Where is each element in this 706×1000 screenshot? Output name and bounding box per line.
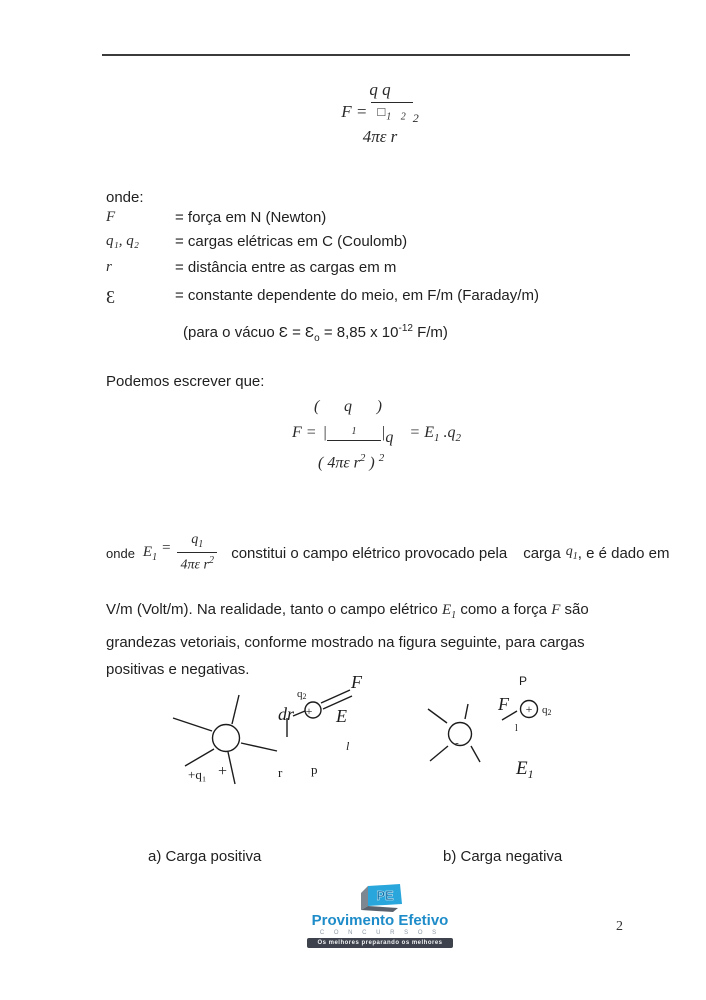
vacuum-note-pre: (para o vácuo Ɛ = Ɛ <box>183 324 315 341</box>
vm-E1 <box>441 602 457 621</box>
force-vector-label: F <box>498 694 509 714</box>
definition-row <box>106 287 539 308</box>
formula1-sub2: 2 <box>400 111 407 123</box>
l-label: l <box>515 723 518 734</box>
plus-in-circle: + <box>525 702 533 716</box>
negative-charge-figure <box>428 701 538 763</box>
formula2-bottom-row <box>318 452 384 472</box>
e1-fraction-denominator <box>177 553 217 574</box>
bottom-sup: 2 <box>359 452 366 464</box>
rhs-dot: .q <box>439 424 456 441</box>
footer-logo <box>290 882 470 948</box>
e1-den-exp: 2 <box>208 555 214 567</box>
vm-E-base: E <box>441 602 452 618</box>
definition-symbol-epsilon: Ɛ <box>106 287 116 307</box>
q2-label: q2 <box>542 704 552 717</box>
bottom-open: ( 4πε r <box>318 454 360 472</box>
e1-text: constitui o campo elétrico provocado pela <box>231 544 508 562</box>
rhs-sub2: 2 <box>455 432 461 445</box>
caption-positive: a) Carga positiva <box>148 848 262 865</box>
definition-text: = cargas elétricas em C (Coulomb) <box>175 233 408 250</box>
e1-symbol <box>143 544 157 563</box>
vacuum-note-sub: o <box>314 333 320 344</box>
e1-q-base: q <box>565 544 573 560</box>
force-vector-label: F <box>351 672 362 692</box>
l-label: l <box>346 739 350 753</box>
formula2-fraction-bar: 1 <box>327 426 381 441</box>
definition-row <box>106 233 407 250</box>
bar-right: | <box>380 424 386 441</box>
plus-sign: + <box>218 763 228 780</box>
logo-tagline-banner: Os melhores preparando os melhores <box>307 938 452 948</box>
coulomb-force-formula <box>300 80 460 147</box>
formula1-middle <box>300 102 460 126</box>
field-vector-label: E <box>336 706 347 726</box>
formula1-fraction-bar <box>371 102 412 123</box>
E1-vector-label: $E_1$ <box>516 758 534 781</box>
vm-text: V/m (Volt/m). Na realidade, tanto o campo elétrico <box>106 601 442 618</box>
logo-name: Provimento Efetivo <box>311 912 449 929</box>
formula1-numerator: q q <box>369 80 391 99</box>
vm-E-sub: 1 <box>451 610 457 621</box>
e1-num-sub: 1 <box>198 539 204 551</box>
e1-base: E <box>142 543 153 560</box>
vacuum-note-exp: -12 <box>398 323 413 334</box>
rhs-sub1: 1 <box>433 432 440 445</box>
definition-text: = distância entre as cargas em m <box>175 259 397 276</box>
e1-onde: onde <box>106 545 135 561</box>
page-number: 2 <box>616 919 623 934</box>
caption-negative: b) Carga negativa <box>443 848 563 865</box>
e1-text-end: , e é dado em <box>577 544 670 562</box>
formula2-lhs: F = <box>292 424 317 441</box>
paren-open: ( <box>314 398 320 415</box>
e1-fraction <box>177 532 217 573</box>
field-formula <box>292 398 622 490</box>
rhs-eq: = E <box>409 424 434 441</box>
vacuum-note <box>183 323 448 344</box>
r-label: r <box>278 765 283 780</box>
definition-symbol: F <box>106 209 116 225</box>
write-intro: Podemos escrever que: <box>106 373 265 390</box>
e1-definition-line <box>106 524 670 582</box>
e1-equals: = <box>161 539 172 556</box>
definition-row <box>106 209 326 226</box>
missing-glyph-box: □ <box>377 104 387 119</box>
bar-left: | <box>322 424 327 441</box>
formula2-rhs <box>409 424 461 444</box>
e1-q1 <box>566 544 578 562</box>
e1-num-base: q <box>191 532 199 548</box>
definition-text: = constante dependente do meio, em F/m (Faraday/m) <box>175 287 539 304</box>
definition-row <box>106 259 396 276</box>
vacuum-note-post: F/m) <box>412 324 448 341</box>
formula1-denominator: 4πε r <box>362 127 398 146</box>
P-point-label: P <box>519 674 528 688</box>
e1-fraction-numerator <box>177 532 217 553</box>
minus-in-circle: - <box>455 737 459 749</box>
e1-den-base: 4πε r <box>180 557 209 573</box>
definition-symbol: r <box>106 259 112 275</box>
plus-in-circle: + <box>305 704 313 718</box>
q2-label: q2 <box>297 688 307 701</box>
vm-text: são grandezas vetoriais, conforme mostrado na figura seguinte, para cargas positivas e negativas. <box>106 601 589 678</box>
vm-text: como a força <box>456 601 552 618</box>
bottom-close: ) <box>365 454 375 472</box>
formula2-q-outside: q <box>385 429 394 446</box>
formula1-sub1: 1 <box>386 111 393 123</box>
formula2-middle-row <box>292 424 461 444</box>
formula1-exponent: 2 <box>412 111 419 125</box>
logo-subtitle: C O N C U R S O S <box>319 930 441 936</box>
bottom-exp: 2 <box>378 452 385 464</box>
vm-F: F <box>551 602 561 618</box>
vacuum-note-mid: = 8,85 x 10 <box>319 324 399 341</box>
formula2-top-row <box>314 398 382 416</box>
dr-label: dr <box>278 704 295 724</box>
e1-q-sub: 1 <box>572 550 578 562</box>
logo-cube-icon <box>357 882 403 912</box>
p-label: p <box>311 762 318 777</box>
e1-sub: 1 <box>152 551 158 563</box>
paren-close: ) <box>376 398 382 415</box>
definition-symbol: q₁, q₂ <box>106 233 139 249</box>
e1-text-carga: carga <box>523 544 561 562</box>
charge-figures <box>158 650 598 818</box>
header-rule <box>102 54 630 56</box>
logo-pe-text: PE <box>376 888 394 903</box>
formula1-lhs: F = <box>341 102 368 121</box>
definition-text: = força em N (Newton) <box>175 209 327 226</box>
formula2-numerator: q <box>344 398 352 415</box>
where-label: onde: <box>106 189 144 206</box>
positive-charge-label: +q₁ <box>188 767 207 782</box>
